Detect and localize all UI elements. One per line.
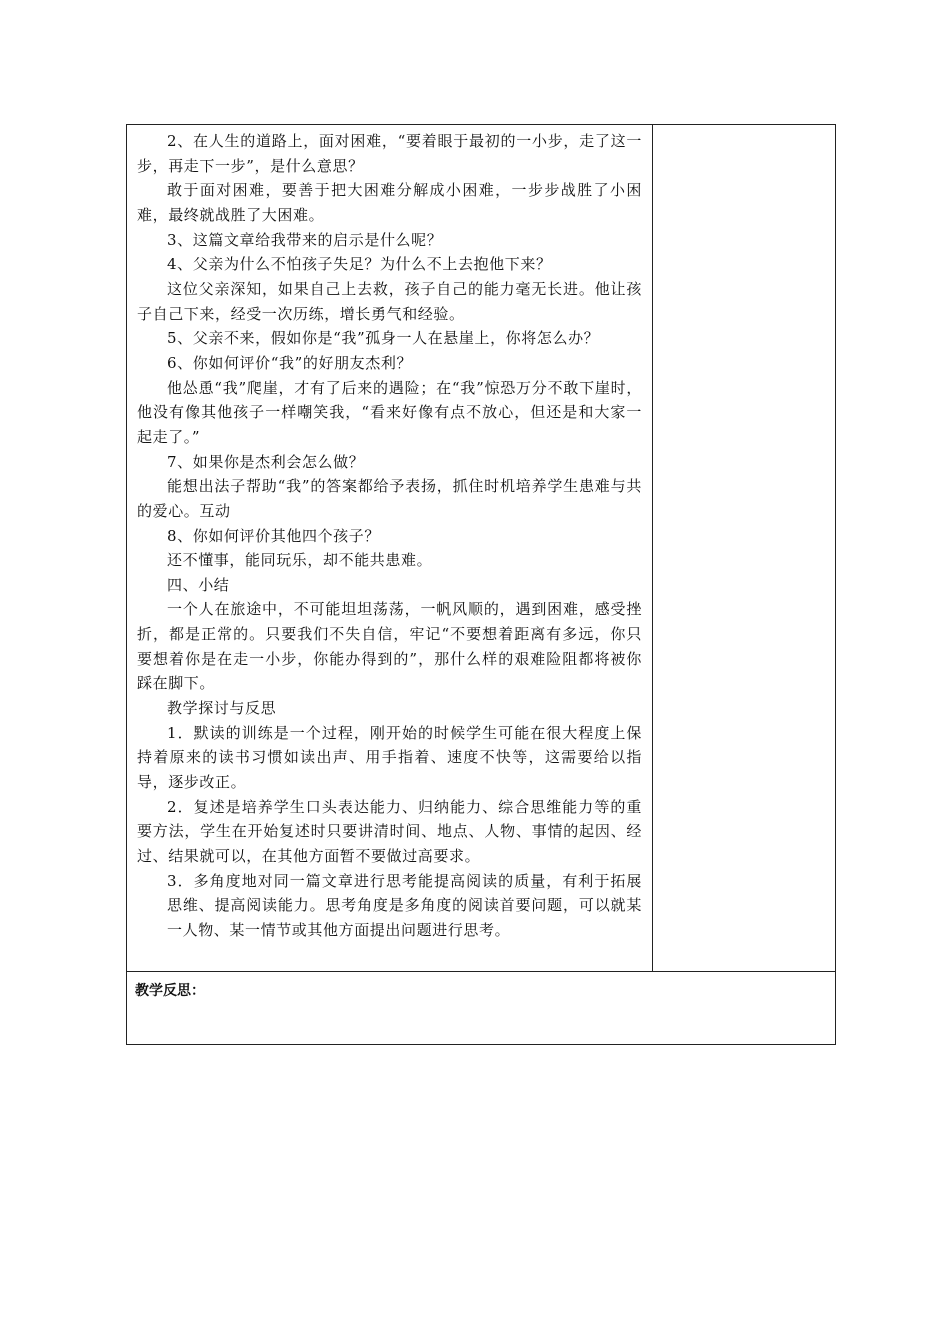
answer-8: 还不懂事，能同玩乐，却不能共患难。: [167, 551, 433, 570]
answer-6: 他怂恿“我”爬崖，才有了后来的遇险；在“我”惊恐万分不敢下崖时，他没有像其他孩子一样嘲笑我，“看来好像有点不放心，但还是和大家一起走了。”: [137, 378, 642, 446]
answer-2: 敢于面对困难，要善于把大困难分解成小困难，一步步战胜了小困难，最终就战胜了大困难。: [137, 181, 642, 224]
reflection-row: [127, 972, 836, 1045]
question-7: 7、如果你是杰利会怎么做？: [167, 452, 365, 471]
reflection-point-3: 3．多角度地对同一篇文章进行思考能提高阅读的质量，有利于拓展思维、提高阅读能力。思考角度是多角度的阅读首要问题，可以就某一人物、某一情节或其他方面提出问题进行思考。: [167, 871, 642, 939]
teaching-reflection-label: 教学反思：: [135, 983, 205, 999]
summary-text: 一个人在旅途中，不可能坦坦荡荡，一帆风顺的，遇到困难，感受挫折，都是正常的。只要我们不失自信，牢记“不要想着距离有多远，你只要想着你是在走一小步，你能办得到的”，那什么样的艰难险阻都将被你踩在脚下。: [137, 600, 642, 693]
section-heading-reflection: 教学探讨与反思: [167, 699, 277, 718]
question-8: 8、你如何评价其他四个孩子？: [167, 526, 380, 545]
question-4: 4、父亲为什么不怕孩子失足？为什么不上去抱他下来？: [167, 255, 552, 274]
question-5: 5、父亲不来，假如你是“我”孤身一人在悬崖上，你将怎么办？: [167, 329, 600, 348]
question-2: 2、在人生的道路上，面对困难，“要着眼于最初的一小步，走了这一步，再走下一步”，是什么意思？: [137, 132, 642, 175]
section-heading-summary: 四、小结: [167, 575, 230, 594]
teaching-reflection-cell: [127, 972, 836, 1045]
lesson-content-cell: [127, 125, 653, 972]
answer-4: 这位父亲深知，如果自己上去救，孩子自己的能力毫无长进。他让孩子自己下来，经受一次历练，增长勇气和经验。: [137, 279, 642, 323]
reflection-point-2: 2．复述是培养学生口头表达能力、归纳能力、综合思维能力等的重要方法，学生在开始复述时只要讲清时间、地点、人物、事情的起因、经过、结果就可以，在其他方面暂不要做过高要求。: [137, 797, 642, 866]
question-6: 6、你如何评价“我”的好朋友杰利？: [167, 353, 413, 372]
reflection-point-1: 1．默读的训练是一个过程，刚开始的时候学生可能在很大程度上保持着原来的读书习惯如读出声、用手指着、速度不快等，这需要给以指导，逐步改正。: [137, 723, 642, 792]
lesson-plan-table: [126, 124, 836, 1045]
question-3: 3、这篇文章给我带来的启示是什么呢？: [167, 230, 443, 249]
lesson-content: [127, 125, 652, 943]
notes-column-cell: [653, 125, 836, 972]
content-row: [127, 125, 836, 972]
answer-7: 能想出法子帮助“我”的答案都给予表扬，抓住时机培养学生患难与共的爱心。互动: [137, 477, 642, 520]
